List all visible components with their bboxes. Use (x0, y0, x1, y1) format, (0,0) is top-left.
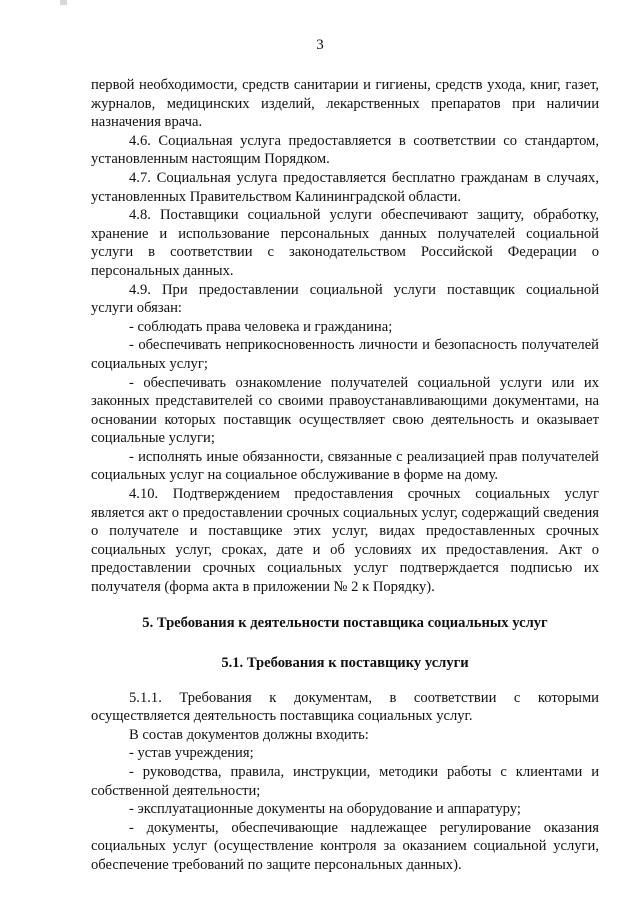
list-item: - документы, обеспечивающие надлежащее регулирование оказания социальных услуг (осуществление контроля за оказанием социальной услуги, обеспечение требований по защите персональных данных). (91, 819, 599, 873)
paragraph-documents-intro: В состав документов должны входить: (129, 726, 369, 743)
paragraph-4-5-continued: первой необходимости, средств санитарии и гигиены, средств ухода, книг, газет, журналов, медицинских изделий, лекарственных препаратов при наличии назначения врача. (91, 77, 599, 131)
list-item: - соблюдать права человека и гражданина; (129, 318, 393, 335)
paragraph-4-8: 4.8. Поставщики социальной услуги обеспечивают защиту, обработку, хранение и использование персональных данных получателей социальной услуги в соответствии с законодательством Российской Федерации о персональных данных. (91, 207, 599, 279)
list-item: - обеспечивать ознакомление получателей социальной услуги или их законных представителей со своими правоустанавливающими документами, на основании которых поставщик осуществляет свою деятельность и оказывает социальные услуги; (91, 374, 599, 447)
paragraph-4-7: 4.7. Социальная услуга предоставляется бесплатно гражданам в случаях, установленных Правительством Калининградской области. (91, 169, 599, 205)
list-item: - эксплуатационные документы на оборудование и аппаратуру; (129, 801, 521, 818)
paragraph-5-1-1: 5.1.1. Требования к документам, в соответствии с которыми осуществляется деятельность поставщика социальных услуг. (91, 689, 599, 725)
section-heading-5: 5. Требования к деятельности поставщика социальных услуг (142, 614, 548, 631)
paragraph-4-10: 4.10. Подтверждением предоставления срочных социальных услуг является акт о предоставлении срочных социальных услуг, содержащий сведения о получателе и поставщике этих услуг, видах предоставленных срочных социальных услуг, сроках, дате и об условиях их предоставления. Акт о предоставлении срочных социальных услуг подтверждается подписью их получателя (форма акта в приложении № 2 к Порядку). (91, 486, 599, 596)
list-item: - руководства, правила, инструкции, методики работы с клиентами и собственной деятельности; (91, 764, 599, 799)
list-item: - исполнять иные обязанности, связанные с реализацией прав получателей социальных услуг на социальное обслуживание в форме на дому. (91, 448, 599, 484)
list-item: - обеспечивать неприкосновенность личности и безопасность получателей социальных услуг; (91, 337, 599, 372)
paragraph-4-9: 4.9. При предоставлении социальной услуги поставщик социальной услуги обязан: (91, 281, 599, 317)
paragraph-4-6: 4.6. Социальная услуга предоставляется в соответствии со стандартом, установленным настоящим Порядком. (91, 132, 599, 168)
document-body (91, 76, 599, 875)
scan-artifact (60, 0, 67, 5)
list-item: - устав учреждения; (129, 745, 254, 762)
page-number: 3 (316, 37, 324, 53)
subsection-heading-5-1: 5.1. Требования к поставщику услуги (221, 654, 469, 671)
